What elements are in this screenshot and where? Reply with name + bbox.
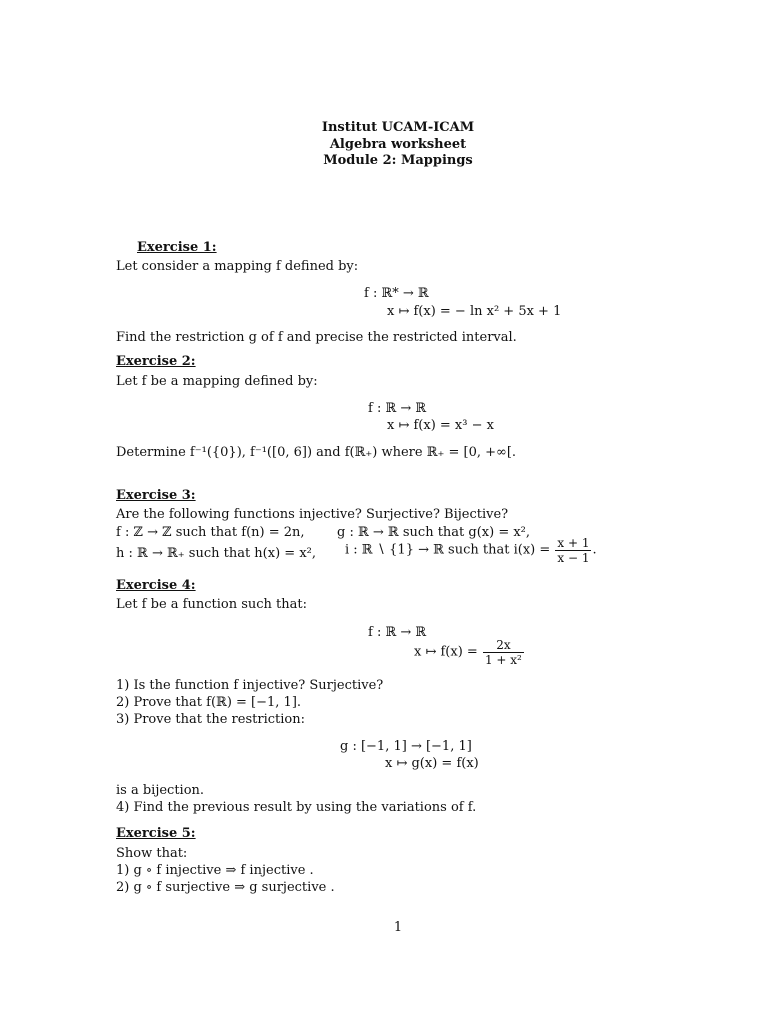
- page-number: 1: [393, 920, 403, 935]
- exercise-3-item-i-fraction: [555, 536, 591, 565]
- exercise-5-title: Exercise 5:: [116, 826, 196, 841]
- exercise-2-map-domain: f : ℝ → ℝ: [368, 401, 427, 416]
- exercise-5-question-1: 1) g ∘ f injective ⇒ f injective .: [116, 863, 314, 878]
- exercise-4-map-rule-prefix: x ↦ f(x) =: [414, 644, 478, 660]
- exercise-4-question-1: 1) Is the function f injective? Surjective?: [116, 678, 384, 693]
- exercise-1-map-rule: x ↦ f(x) = − ln x² + 5x + 1: [387, 304, 562, 319]
- exercise-5-intro: Show that:: [116, 846, 188, 861]
- exercise-4-question-2: 2) Prove that f(ℝ) = [−1, 1].: [116, 695, 302, 710]
- exercise-3-item-i: [345, 536, 597, 565]
- exercise-4-map-rule: [414, 638, 525, 667]
- exercise-4-question-3: 3) Prove that the restriction:: [116, 712, 305, 727]
- exercise-3-intro: Are the following functions injective? Surjective? Bijective?: [116, 507, 509, 522]
- exercise-4-map-domain: f : ℝ → ℝ: [368, 625, 427, 640]
- exercise-1-title: Exercise 1:: [137, 240, 217, 255]
- exercise-3-item-g: g : ℝ → ℝ such that g(x) = x²,: [337, 525, 531, 540]
- exercise-3-item-i-suffix: .: [592, 542, 597, 558]
- exercise-1-map-domain: f : ℝ* → ℝ: [364, 286, 429, 301]
- exercise-3-item-i-prefix: i : ℝ ∖ {1} → ℝ such that i(x) =: [345, 542, 551, 558]
- exercise-4-map-rule-numerator: 2x: [483, 638, 524, 653]
- exercise-3-title: Exercise 3:: [116, 488, 196, 503]
- exercise-2-question: Determine f⁻¹({0}), f⁻¹([0, 6]) and f(ℝ₊) where ℝ₊ = [0, +∞[.: [116, 445, 517, 460]
- exercise-3-item-i-numerator: x + 1: [557, 536, 590, 550]
- document-institution: Institut UCAM-ICAM: [321, 120, 475, 135]
- exercise-4-map-rule-fraction: [483, 638, 524, 667]
- exercise-4-title: Exercise 4:: [116, 578, 196, 593]
- exercise-4-restriction-domain: g : [−1, 1] → [−1, 1]: [340, 739, 472, 754]
- exercise-5-question-2: 2) g ∘ f surjective ⇒ g surjective .: [116, 880, 335, 895]
- exercise-4-restriction-rule: x ↦ g(x) = f(x): [385, 756, 479, 771]
- exercise-3-item-h: h : ℝ → ℝ₊ such that h(x) = x²,: [116, 546, 316, 561]
- exercise-2-intro: Let f be a mapping defined by:: [116, 374, 318, 389]
- exercise-3-item-f: f : ℤ → ℤ such that f(n) = 2n,: [116, 525, 305, 540]
- exercise-2-title: Exercise 2:: [116, 354, 196, 369]
- exercise-2-map-rule: x ↦ f(x) = x³ − x: [387, 418, 494, 433]
- document-module: Module 2: Mappings: [323, 153, 473, 168]
- exercise-4-intro: Let f be a function such that:: [116, 597, 307, 612]
- exercise-1-question: Find the restriction g of f and precise the restricted interval.: [116, 330, 517, 345]
- exercise-4-map-rule-denominator: 1 + x²: [484, 653, 522, 667]
- exercise-4-question-3-end: is a bijection.: [116, 783, 205, 798]
- exercise-4-question-4: 4) Find the previous result by using the variations of f.: [116, 800, 477, 815]
- exercise-3-item-i-denominator: x − 1: [557, 551, 590, 565]
- exercise-1-intro: Let consider a mapping f defined by:: [116, 259, 359, 274]
- document-subject: Algebra worksheet: [329, 137, 467, 152]
